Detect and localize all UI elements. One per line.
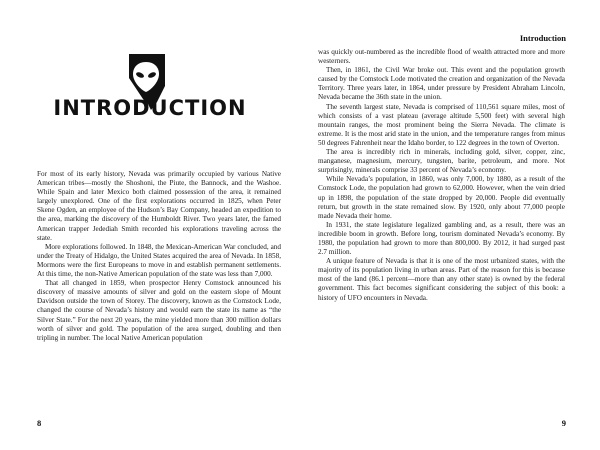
- paragraph: More explorations followed. In 1848, the Mexican-American War concluded, and under the Treaty of Hidalgo, the United States acquired the area of Nevada. In 1858, Mormons were the first Europeans to move in and establish permanent settlements. At this time, the non-Native American population of the state was less than 7,000.: [37, 242, 281, 279]
- left-body-text: [37, 170, 281, 343]
- paragraph: Then, in 1861, the Civil War broke out. This event and the population growth caused by the Comstock Lode motivated the creation and organization of the Nevada Territory. Three years later, in 1864, under pressure by President Abraham Lincoln, Nevada became the 36th state in the union.: [318, 66, 565, 102]
- paragraph: For most of its early history, Nevada was primarily occupied by various Native American tribes—mostly the Shoshoni, the Piute, the Bannock, and the Washoe. While Spain and later Mexico both claimed possession of the area, it remained largely unexplored. One of the first explorations occurred in 1825, when Peter Skene Ogden, an employee of the Hudson’s Bay Company, headed an expedition to the area, marking the discovery of the Humboldt River. Two years later, the famed American trapper Jedediah Smith recorded his explorations traveling across the state.: [37, 170, 281, 242]
- paragraph: The area is incredibly rich in minerals, including gold, silver, copper, zinc, manganese, magnesium, mercury, tungsten, barite, petroleum, and more. Not surprisingly, minerals comprise 33 percent of Nevada’s economy.: [318, 148, 565, 175]
- page-number-right: 9: [561, 418, 566, 428]
- paragraph: While Nevada’s population, in 1860, was only 7,000, by 1880, as a result of the Comstock Lode, the population had grown to 62,000. However, when the vein dried up in 1898, the population of the state dropped by 20,000. People did eventually return, but growth in the state remained slow. By 1920, only about 77,000 people made Nevada their home.: [318, 175, 565, 220]
- paragraph: That all changed in 1859, when prospector Henry Comstock announced his discovery of massive amounts of silver and gold on the eastern slope of Mount Davidson outside the town of Storey. The discovery, known as the Comstock Lode, changed the course of Nevada’s history and would earn the state its name as “the Silver State.” For the next 20 years, the mine yielded more than 300 million dollars worth of silver and gold. The population of the area surged, doubling and then tripling in number. The local Native American population: [37, 279, 281, 342]
- paragraph: was quickly out-numbered as the incredible flood of wealth attracted more and more westerners.: [318, 48, 565, 66]
- paragraph: The seventh largest state, Nevada is comprised of 110,561 square miles, most of which consists of a vast plateau (average altitude 5,500 feet) with several high mountain ranges, the most prominent being the Sierra Nevada. The climate is extreme. It is the most arid state in the union, and the temperature ranges from minus 50 degrees Fahrenheit near the Idaho border, to 122 degrees in the town of Overton.: [318, 102, 565, 147]
- paragraph: In 1931, the state legislature legalized gambling and, as a result, there was an incredible boom in growth. Before long, tourism dominated Nevada’s economy. By 1980, the population had grown to more than 800,000. By 2012, it had surged past 2.7 million.: [318, 220, 565, 257]
- right-page: [300, 0, 600, 450]
- running-head: Introduction: [519, 33, 566, 43]
- right-body-text: [318, 48, 565, 303]
- chapter-title: INTRODUCTION: [53, 96, 247, 120]
- page-number-left: 8: [37, 418, 42, 428]
- paragraph: A unique feature of Nevada is that it is one of the most urbanized states, with the majority of its population living in urban areas. Part of the reason for this is because most of the land (86.1 percent—more than any other state) is owned by the federal government. This fact becomes significant considering the subject of this book: a history of UFO encounters in Nevada.: [318, 257, 565, 302]
